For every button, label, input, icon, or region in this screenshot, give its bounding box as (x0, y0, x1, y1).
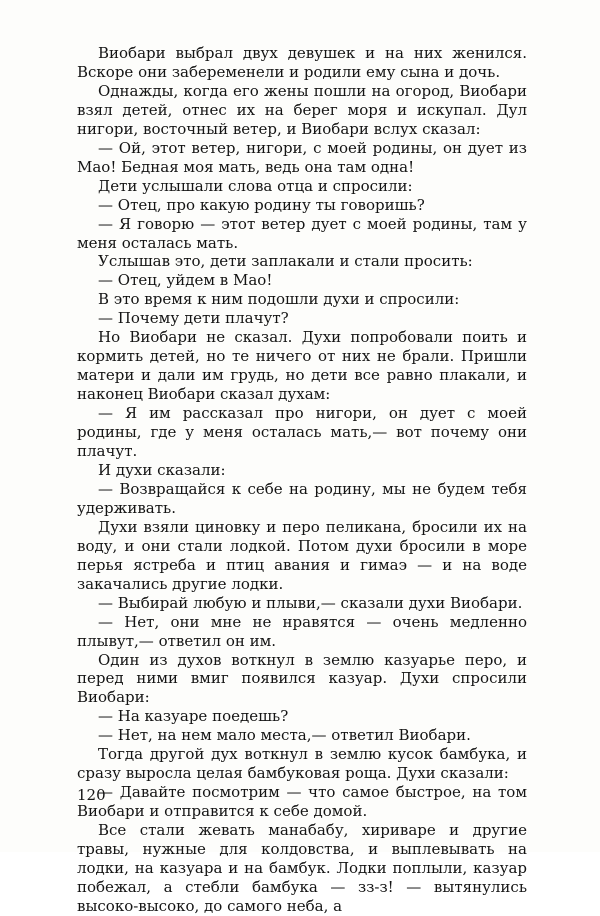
paragraph: — Отец, уйдем в Мао! (98, 271, 273, 290)
paragraph: — Я им рассказал про нигори, он дует с моей родины, где у меня осталась мать,— вот почему они плачут. (77, 404, 527, 461)
paragraph: — Отец, про какую родину ты говоришь? (98, 195, 425, 214)
paragraph: — Нет, они мне не нравятся — очень медленно плывут,— ответил он им. (77, 612, 527, 650)
paragraph: Один из духов воткнул в землю казуарье перо, и перед ними вмиг появился казуар. Духи спросили Виобари: (77, 650, 527, 707)
paragraph: — На казуаре поедешь? (98, 707, 289, 726)
paragraph: — Почему дети плачут? (98, 309, 289, 328)
paragraph: — Возвращайся к себе на родину, мы не будем тебя удерживать. (77, 479, 527, 517)
paragraph: Дети услышали слова отца и спросили: (98, 176, 413, 195)
page-number: 120 (77, 786, 106, 804)
paragraph: И духи сказали: (98, 460, 226, 479)
paragraph: Услышав это, дети заплакали и стали просить: (98, 252, 473, 271)
paragraph: — Нет, на нем мало места,— ответил Виобари. (98, 726, 471, 745)
paragraph: Виобари выбрал двух девушек и на них женился. Вскоре они забеременели и родили ему сына и дочь. (77, 44, 527, 81)
paragraph: — Я говорю — этот ветер дует с моей родины, там у меня осталась мать. (77, 214, 527, 252)
paragraph: Тогда другой дух воткнул в землю кусок бамбука, и сразу выросла целая бамбуковая роща. Духи сказали: (77, 745, 527, 783)
paragraph: Все стали жевать манабабу, хириваре и другие травы, нужные для колдовства, и выплевывать на лодки, на казуара и на бамбук. Лодки поплыли, казуар побежал, а стебли бамбука — зз-з! — вытянулись высоко-высоко, до самого неба, а (77, 821, 527, 915)
paragraph: — Давайте посмотрим — что самое быстрое, на том Виобари и отправится к себе домой. (77, 783, 527, 821)
paragraph: В это время к ним подошли духи и спросили: (98, 290, 460, 309)
paragraph: Духи взяли циновку и перо пеликана, бросили их на воду, и они стали лодкой. Потом духи бросили в море перья ястреба и птиц авания и гимаэ — и на воде закачались другие лодки. (77, 517, 527, 593)
paragraph: — Выбирай любую и плыви,— сказали духи Виобари. (98, 593, 523, 612)
paragraph: Однажды, когда его жены пошли на огород, Виобари взял детей, отнес их на берег моря и искупал. Дул нигори, восточный ветер, и Виобари вслух сказал: (77, 81, 527, 138)
paragraph: Но Виобари не сказал. Духи попробовали поить и кормить детей, но те ничего от них не брали. Пришли матери и дали им грудь, но дети все равно плакали, и наконец Виобари сказал духам: (77, 328, 527, 404)
page-text (77, 44, 527, 916)
paragraph: — Ой, этот ветер, нигори, с моей родины, он дует из Мао! Бедная моя мать, ведь она там одна! (77, 138, 527, 176)
